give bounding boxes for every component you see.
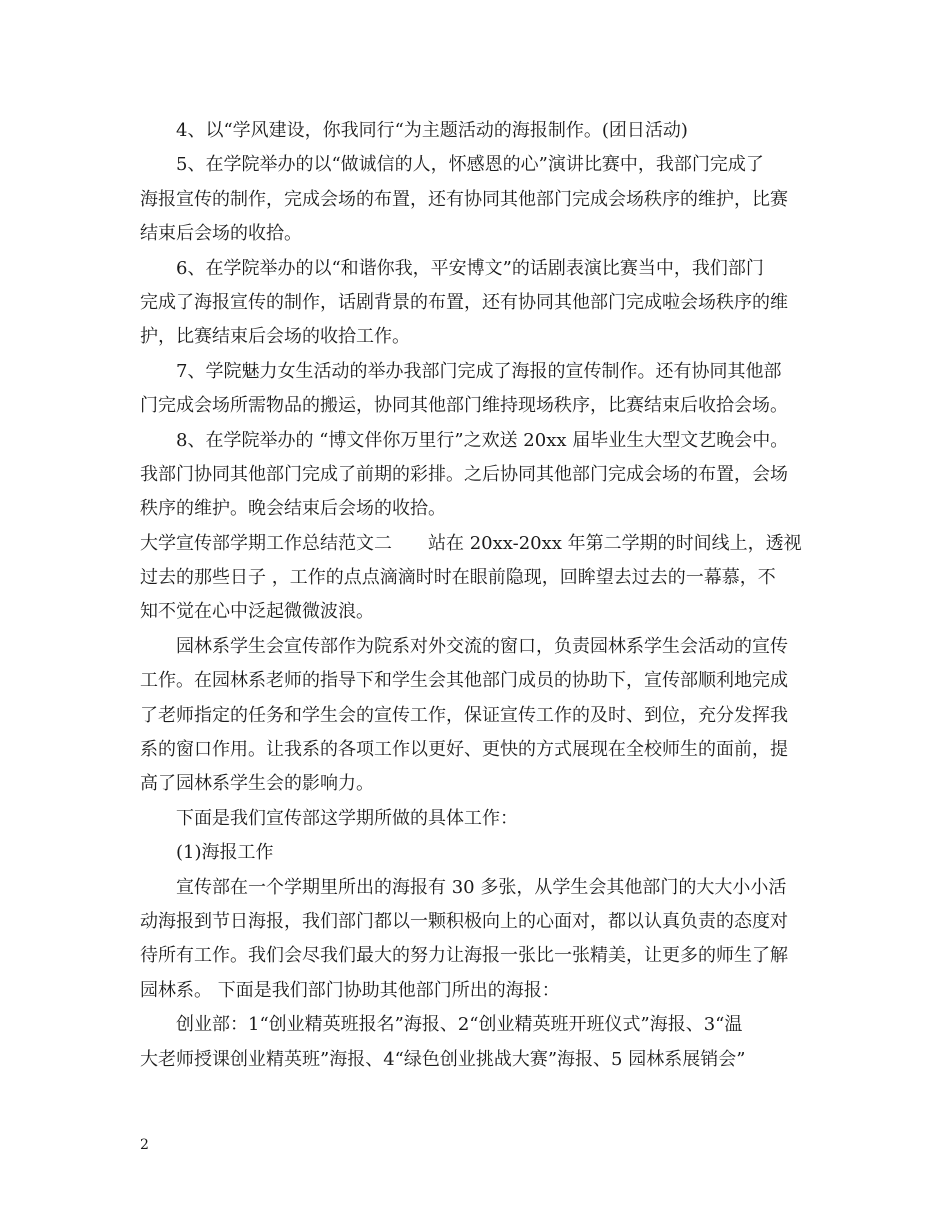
text-line: 知不觉在心中泛起微微波浪。 [140, 601, 374, 623]
text-line: 下面是我们宣传部这学期所做的具体工作： [176, 807, 518, 829]
text-line: 大老师授课创业精英班”海报、4“绿色创业挑战大赛”海报、5 园林系展销会” [140, 1048, 746, 1070]
text-line: 高了园林系学生会的影响力。 [140, 773, 374, 795]
text-line: 了老师指定的任务和学生会的宣传工作，保证宣传工作的及时、到位，充分发挥我 [140, 704, 788, 726]
section-heading-line: 大学宣传部学期工作总结范文二 站在 20xx-20xx 年第二学期的时间线上，透视 [140, 532, 802, 554]
text-line: 7、学院魅力女生活动的举办我部门完成了海报的宣传制作。还有协同其他部 [176, 360, 782, 382]
text-line: 过去的那些日子 ，工作的点点滴滴时时在眼前隐现，回眸望去过去的一幕慕，不 [140, 567, 776, 589]
text-line: 工作。在园林系老师的指导下和学生会其他部门成员的协助下，宣传部顺利地完成 [140, 670, 788, 692]
text-line: 创业部：1“创业精英班报名”海报、2“创业精英班开班仪式”海报、3“温 [176, 1014, 743, 1036]
subheading-line: (1)海报工作 [176, 842, 274, 864]
text-line: 我部门协同其他部门完成了前期的彩排。之后协同其他部门完成会场的布置，会场 [140, 463, 788, 485]
text-line: 完成了海报宣传的制作，话剧背景的布置，还有协同其他部门完成啦会场秩序的维 [140, 291, 788, 313]
text-line: 园林系学生会宣传部作为院系对外交流的窗口，负责园林系学生会活动的宣传 [176, 635, 788, 657]
text-line: 园林系。 下面是我们部门协助其他部门所出的海报： [140, 979, 560, 1001]
text-line: 5、在学院举办的以“做诚信的人，怀感恩的心”演讲比赛中，我部门完成了 [176, 154, 764, 176]
body-text [140, 114, 812, 1077]
text-line: 门完成会场所需物品的搬运，协同其他部门维持现场秩序，比赛结束后收拾会场。 [140, 395, 788, 417]
text-line: 8、在学院举办的 “博文伴你万里行”之欢送 20xx 届毕业生大型文艺晚会中。 [176, 429, 789, 451]
text-line: 待所有工作。我们会尽我们最大的努力让海报一张比一张精美，让更多的师生了解 [140, 945, 788, 967]
text-line: 动海报到节日海报，我们部门都以一颗积极向上的心面对，都以认真负责的态度对 [140, 910, 788, 932]
page-number: 2 [140, 1137, 149, 1153]
text-line: 系的窗口作用。让我系的各项工作以更好、更快的方式展现在全校师生的面前，提 [140, 739, 788, 761]
text-line: 秩序的维护。晚会结束后会场的收拾。 [140, 498, 446, 520]
text-line: 海报宣传的制作，完成会场的布置，还有协同其他部门完成会场秩序的维护，比赛 [140, 188, 788, 210]
text-line: 宣传部在一个学期里所出的海报有 30 多张，从学生会其他部门的大大小小活 [176, 876, 787, 898]
text-line: 4、以“学风建设，你我同行“为主题活动的海报制作。(团日活动) [176, 120, 688, 141]
text-line: 护，比赛结束后会场的收拾工作。 [140, 326, 410, 348]
text-line: 结束后会场的收拾。 [140, 223, 302, 245]
text-line: 6、在学院举办的以“和谐你我，平安博文”的话剧表演比赛当中，我们部门 [176, 257, 764, 279]
